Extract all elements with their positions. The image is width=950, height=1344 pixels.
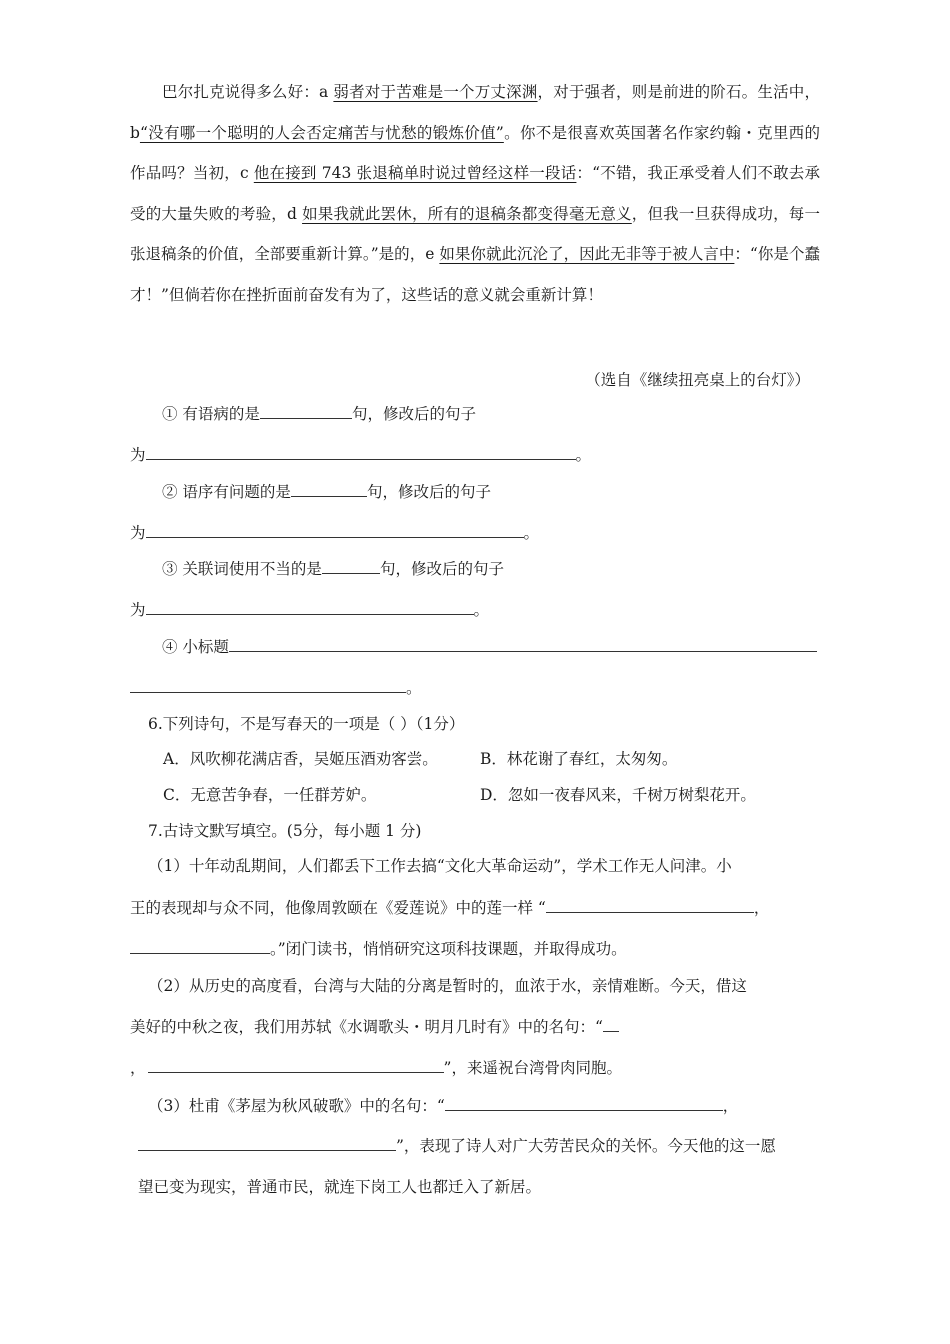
sentence-d: 如果我就此罢休，所有的退稿条都变得毫无意义: [302, 204, 632, 223]
q7-p2-line1: （2）从历史的高度看，台湾与大陆的分离是暂时的，血浓于水，亲情难断。今天，借这: [148, 977, 747, 995]
q5-item-3: [162, 557, 504, 579]
q6-option-d[interactable]: D．忽如一夜春风来，千树万树梨花开。: [480, 786, 756, 804]
answer-blank[interactable]: [291, 481, 367, 497]
answer-blank[interactable]: [445, 1095, 723, 1111]
q5-item-2-answer: [130, 521, 539, 543]
answer-blank[interactable]: [138, 1135, 396, 1151]
passage-text: 巴尔扎克说得多么好：: [162, 83, 320, 101]
q6-option-c[interactable]: C．无意苦争春，一任群芳妒。: [163, 786, 377, 804]
q5-item-3-label: ③ 关联词使用不当的是: [162, 560, 322, 578]
answer-period: 。: [575, 446, 592, 464]
q7-p2-text: ”，来遥祝台湾骨肉同胞。: [443, 1059, 622, 1077]
passage-text: ：“不错，我正承受着人们不敢去承受的大量失败的考验，: [130, 164, 820, 223]
answer-period: 。: [473, 601, 490, 619]
sentence-e-label: e: [425, 245, 440, 263]
sentence-b-label: b: [130, 123, 140, 142]
passage-text: 。你不是很喜欢英国著名作家约翰・克里西的作品吗？当初，: [130, 123, 820, 182]
answer-period: 。: [406, 679, 422, 697]
q6-option-b[interactable]: B．林花谢了春红，太匆匆。: [480, 750, 678, 768]
q7-p3-line1: [148, 1094, 738, 1116]
q7-p3-line2: [138, 1134, 776, 1156]
q7-p3-text: （3）杜甫《茅屋为秋风破歌》中的名句：“: [148, 1097, 445, 1115]
q7-comma: ，: [130, 1059, 146, 1077]
q7-p1-line1: （1）十年动乱期间，人们都丢下工作去搞“文化大革命运动”，学术工作无人问津。小: [148, 857, 732, 875]
sentence-e: 如果你就此沉沦了，因此无非等于被人言中: [439, 245, 735, 263]
answer-blank[interactable]: [229, 636, 817, 652]
answer-blank[interactable]: [146, 522, 524, 538]
answer-period: 。: [523, 524, 540, 542]
sentence-a-label: a: [319, 83, 334, 101]
answer-blank[interactable]: [130, 938, 270, 954]
q5-item-1-suffix: 句，修改后的句子: [351, 405, 476, 423]
answer-blank[interactable]: [146, 599, 474, 615]
answer-blank[interactable]: [546, 897, 754, 913]
sentence-c-label: c: [239, 164, 254, 182]
q5-item-2-label: ② 语序有问题的是: [162, 483, 291, 501]
q7-p1-line2: [130, 896, 769, 918]
passage-text: ，但我一旦获得成功，每一张退稿条的价值，全部要重新计算。”是的，: [130, 204, 820, 263]
answer-prefix: 为: [130, 446, 146, 464]
q5-item-3-suffix: 句，修改后的句子: [379, 560, 504, 578]
answer-blank[interactable]: [146, 444, 576, 460]
q7-p1-text: 。”闭门读书，悄悄研究这项科技课题，并取得成功。: [270, 940, 627, 958]
q5-item-4: [162, 635, 817, 657]
q7-p1-line3: [130, 937, 627, 959]
answer-blank[interactable]: [260, 403, 352, 419]
passage-text: ：“你是个蠢才！”但倘若你在挫折面前奋发有为了，这些话的意义就会重新计算！: [130, 245, 820, 304]
q5-item-2-suffix: 句，修改后的句子: [366, 483, 491, 501]
q7-comma: ，: [753, 899, 770, 917]
q7-p3-line3: 望已变为现实，普通市民，就连下岗工人也都迁入了新居。: [138, 1178, 542, 1196]
q5-item-3-answer: [130, 598, 489, 620]
q5-item-2: [162, 480, 491, 502]
q7-stem: 7.古诗文默写填空。(5分，每小题 1 分): [148, 822, 422, 840]
q7-p1-text: 王的表现却与众不同，他像周敦颐在《爱莲说》中的莲一样 “: [130, 899, 546, 917]
q5-item-1-label: ① 有语病的是: [162, 405, 260, 423]
q5-item-1: [162, 402, 476, 424]
q5-item-4-answer: [130, 676, 422, 698]
passage-paragraph: [130, 72, 820, 315]
sentence-d-label: d: [287, 204, 303, 223]
q7-p2-line3: [130, 1056, 622, 1078]
answer-prefix: 为: [130, 601, 146, 619]
answer-blank[interactable]: [322, 558, 380, 574]
passage-source: （选自《继续扭亮桌上的台灯》）: [585, 371, 810, 389]
q5-item-4-label: ④ 小标题: [162, 638, 229, 656]
sentence-b: “没有哪一个聪明的人会否定痛苦与忧愁的锻炼价值”: [139, 123, 504, 142]
q7-p3-text: ”，表现了诗人对广大劳苦民众的关怀。今天他的这一愿: [396, 1137, 776, 1155]
q7-comma: ，: [722, 1097, 739, 1115]
q7-p2-text: 美好的中秋之夜，我们用苏轼《水调歌头・明月几时有》中的名句：“: [130, 1018, 603, 1036]
answer-blank[interactable]: [148, 1057, 444, 1073]
q5-item-1-answer: [130, 443, 591, 465]
sentence-c: 他在接到 743 张退稿单时说过曾经这样一段话: [253, 164, 577, 182]
q7-p2-line2: [130, 1015, 619, 1037]
answer-blank[interactable]: [603, 1016, 619, 1032]
answer-prefix: 为: [130, 524, 146, 542]
sentence-a: 弱者对于苦难是一个万丈深渊: [333, 83, 538, 101]
answer-blank[interactable]: [130, 677, 406, 693]
q6-option-a[interactable]: A．风吹柳花满店香，吴姬压酒劝客尝。: [163, 750, 438, 768]
passage-text: ，对于强者，则是前进的阶石。生活中，: [537, 83, 820, 101]
q6-stem: 6.下列诗句，不是写春天的一项是（ ）（1分）: [148, 715, 465, 733]
